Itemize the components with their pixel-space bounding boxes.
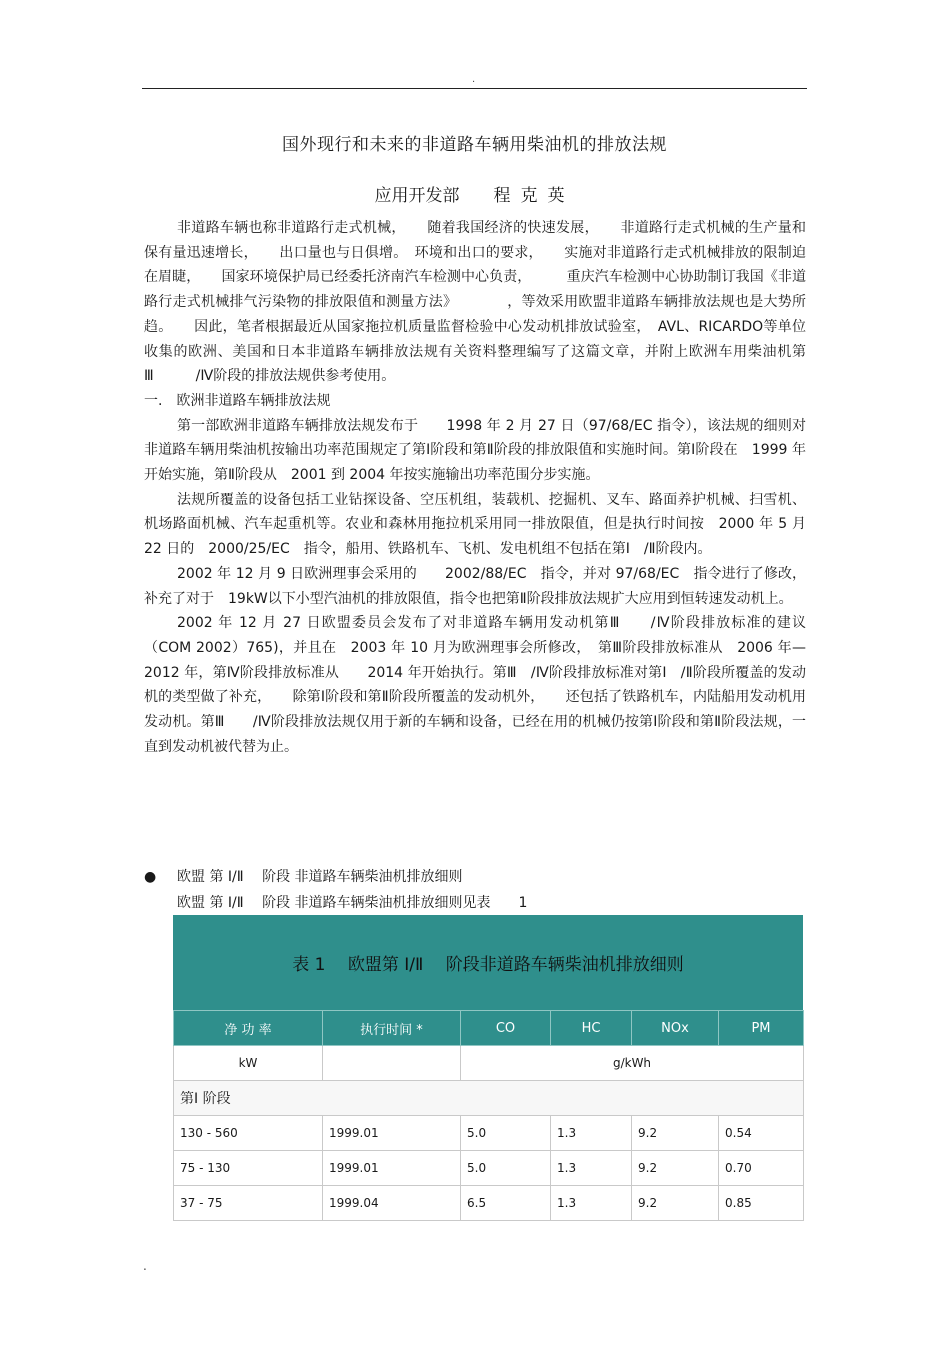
cell-power: 75 - 130 bbox=[174, 1151, 323, 1186]
author-name: 程克英 bbox=[493, 186, 575, 206]
cell-date: 1999.04 bbox=[323, 1186, 461, 1221]
cell-power: 37 - 75 bbox=[174, 1186, 323, 1221]
paragraph-covered-equipment: 法规所覆盖的设备包括工业钻探设备、空压机组，装载机、挖掘机、叉车、路面养护机械、扫雪机、机场路面机械、汽车起重机等。农业和森林用拖拉机采用同一排放限值，但是执行时间按 2000 年 5 月 22 日的 2000/25/EC 指令，船用、铁路机车、飞机、发电机组不包括在第Ⅰ /Ⅱ阶段内。 bbox=[144, 491, 806, 558]
header-net-power: 净 功 率 bbox=[174, 1011, 323, 1046]
author-department: 应用开发部 bbox=[374, 186, 460, 206]
footer-dot: . bbox=[143, 1259, 147, 1273]
header-dot: . bbox=[472, 74, 476, 85]
paragraph-stage-3-4: 2002 年 12 月 27 日欧盟委员会发布了对非道路车辆用发动机第Ⅲ /Ⅳ阶段排放标准的建议（COM 2002）765)，并且在 2003 年 10 月为欧洲理事会所修改， 第Ⅲ阶段排放标准从 2006 年—2012 年，第Ⅳ阶段排放标准从 2014 年开始执行。第Ⅲ /Ⅳ阶段排放标准对第Ⅰ /Ⅱ阶段所覆盖的发动机的类型做了补充， 除第Ⅰ阶段和第Ⅱ阶段所覆盖的发动机外， 还包括了铁路机车，内陆船用发动机用发动机。第Ⅲ /Ⅳ阶段排放法规仅用于新的车辆和设备，已经在用的机械仍按第Ⅰ阶段和第Ⅱ阶段法规，一直到发动机被代替为止。 bbox=[144, 615, 806, 755]
table-header-row bbox=[174, 1011, 804, 1046]
header-pm: PM bbox=[719, 1011, 804, 1046]
bullet-section bbox=[144, 864, 806, 916]
cell-nox: 9.2 bbox=[632, 1151, 719, 1186]
table-row bbox=[174, 1186, 804, 1221]
paragraph-first-regulation: 第一部欧洲非道路车辆排放法规发布于 1998 年 2 月 27 日（97/68/EC 指令），该法规的细则对非道路车辆用柴油机按输出功率范围规定了第Ⅰ阶段和第Ⅱ阶段的排放限值和实施时间。第Ⅰ阶段在 1999 年开始实施，第Ⅱ阶段从 2001 到 2004 年按实施输出功率范围分步实施。 bbox=[144, 417, 806, 484]
header-rule bbox=[142, 88, 807, 89]
paragraph-intro: 非道路车辆也称非道路行走式机械， 随着我国经济的快速发展， 非道路行走式机械的生产量和保有量迅速增长， 出口量也与日俱增。 环境和出口的要求， 实施对非道路行走式机械排放的限制迫在眉睫， 国家环境保护局已经委托济南汽车检测中心负责， 重庆汽车检测中心协助制订我国《非道路行走式机械排气污染物的排放限值和测量方法》 ，等效采用欧盟非道路车辆排放法规也是大势所趋。 因此，笔者根据最近从国家拖拉机质量监督检验中心发动机排放试验室， AVL、RICARDO等单位收集的欧洲、美国和日本非道路车辆排放法规有关资料整理编写了这篇文章，并附上欧洲车用柴油机第Ⅲ /Ⅳ阶段的排放法规供参考使用。 bbox=[144, 220, 806, 385]
cell-pm: 0.54 bbox=[719, 1116, 804, 1151]
bullet-item bbox=[144, 864, 806, 890]
header-nox: NOx bbox=[632, 1011, 719, 1046]
cell-nox: 9.2 bbox=[632, 1116, 719, 1151]
cell-co: 6.5 bbox=[461, 1186, 551, 1221]
cell-co: 5.0 bbox=[461, 1151, 551, 1186]
stage-label: 第Ⅰ 阶段 bbox=[174, 1081, 804, 1116]
emission-table-box bbox=[173, 915, 803, 1221]
cell-hc: 1.3 bbox=[551, 1186, 632, 1221]
document-title: 国外现行和未来的非道路车辆用柴油机的排放法规 bbox=[282, 135, 667, 155]
header-effective-date: 执行时间 * bbox=[323, 1011, 461, 1046]
body-text bbox=[144, 216, 806, 759]
unit-time bbox=[323, 1046, 461, 1081]
units-row bbox=[174, 1046, 804, 1081]
cell-date: 1999.01 bbox=[323, 1151, 461, 1186]
cell-power: 130 - 560 bbox=[174, 1116, 323, 1151]
author-line bbox=[142, 181, 807, 206]
emission-table bbox=[173, 1010, 804, 1221]
unit-emissions: g/kWh bbox=[461, 1046, 804, 1081]
bullet-icon: ● bbox=[144, 869, 157, 885]
cell-pm: 0.70 bbox=[719, 1151, 804, 1186]
table-row bbox=[174, 1116, 804, 1151]
bullet-subtext: 欧盟 第 Ⅰ/Ⅱ 阶段 非道路车辆柴油机排放细则见表 1 bbox=[177, 895, 528, 911]
cell-nox: 9.2 bbox=[632, 1186, 719, 1221]
stage-row bbox=[174, 1081, 804, 1116]
cell-hc: 1.3 bbox=[551, 1151, 632, 1186]
header-hc: HC bbox=[551, 1011, 632, 1046]
bullet-text: 欧盟 第 Ⅰ/Ⅱ 阶段 非道路车辆柴油机排放细则 bbox=[177, 869, 463, 885]
header-co: CO bbox=[461, 1011, 551, 1046]
table-row bbox=[174, 1151, 804, 1186]
cell-pm: 0.85 bbox=[719, 1186, 804, 1221]
table-caption: 表 1 欧盟第 Ⅰ/Ⅱ 阶段非道路车辆柴油机排放细则 bbox=[173, 915, 803, 1010]
unit-power: kW bbox=[174, 1046, 323, 1081]
section-heading: 一. 欧洲非道路车辆排放法规 bbox=[144, 392, 331, 409]
cell-co: 5.0 bbox=[461, 1116, 551, 1151]
cell-hc: 1.3 bbox=[551, 1116, 632, 1151]
paragraph-2002-directive: 2002 年 12 月 9 日欧洲理事会采用的 2002/88/EC 指令，并对 97/68/EC 指令进行了修改，补充了对于 19kW以下小型汽油机的排放限值，指令也把第Ⅱ阶段排放法规扩大应用到恒转速发动机上。 bbox=[144, 565, 806, 607]
cell-date: 1999.01 bbox=[323, 1116, 461, 1151]
